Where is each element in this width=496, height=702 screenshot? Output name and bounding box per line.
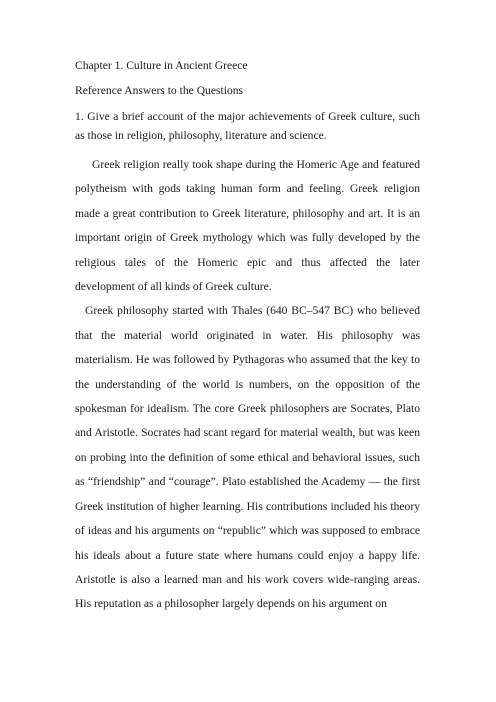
section-subheading: Reference Answers to the Questions (75, 84, 244, 97)
chapter-title: Chapter 1. Culture in Ancient Greece (75, 59, 248, 72)
document-body (75, 58, 420, 617)
paragraph-religion: Greek religion really took shape during the Homeric Age and featured polytheism with gods taking human form and feeling. Greek religion made a great contribution to Greek literature, philosophy and art. It is an important origin of Greek mythology which was fully developed by the religious tales of the Homeric epic and thus affected the later development of all kinds of Greek culture. (75, 158, 420, 294)
question-text: 1. Give a brief account of the major achievements of Greek culture, such as those in religion, philosophy, literature and science. (75, 110, 420, 142)
paragraph-philosophy: Greek philosophy started with Thales (640 BC–547 BC) who believed that the material world originated in water. His philosophy was materialism. He was followed by Pythagoras who assumed that the key to the understanding of the world is numbers, on the opposition of the spokesman for idealism. The core Greek philosophers are Socrates, Plato and Aristotle. Socrates had scant regard for material wealth, but was keen on probing into the definition of some ethical and behavioral issues, such as “friendship” and “courage”. Plato established the Academy — the first Greek institution of higher learning. His contributions included his theory of ideas and his arguments on “republic” which was supposed to embrace his ideals about a future state where humans could enjoy a happy life. Aristotle is also a learned man and his work covers wide-ranging areas. His reputation as a philosopher largely depends on his argument on (75, 304, 420, 611)
